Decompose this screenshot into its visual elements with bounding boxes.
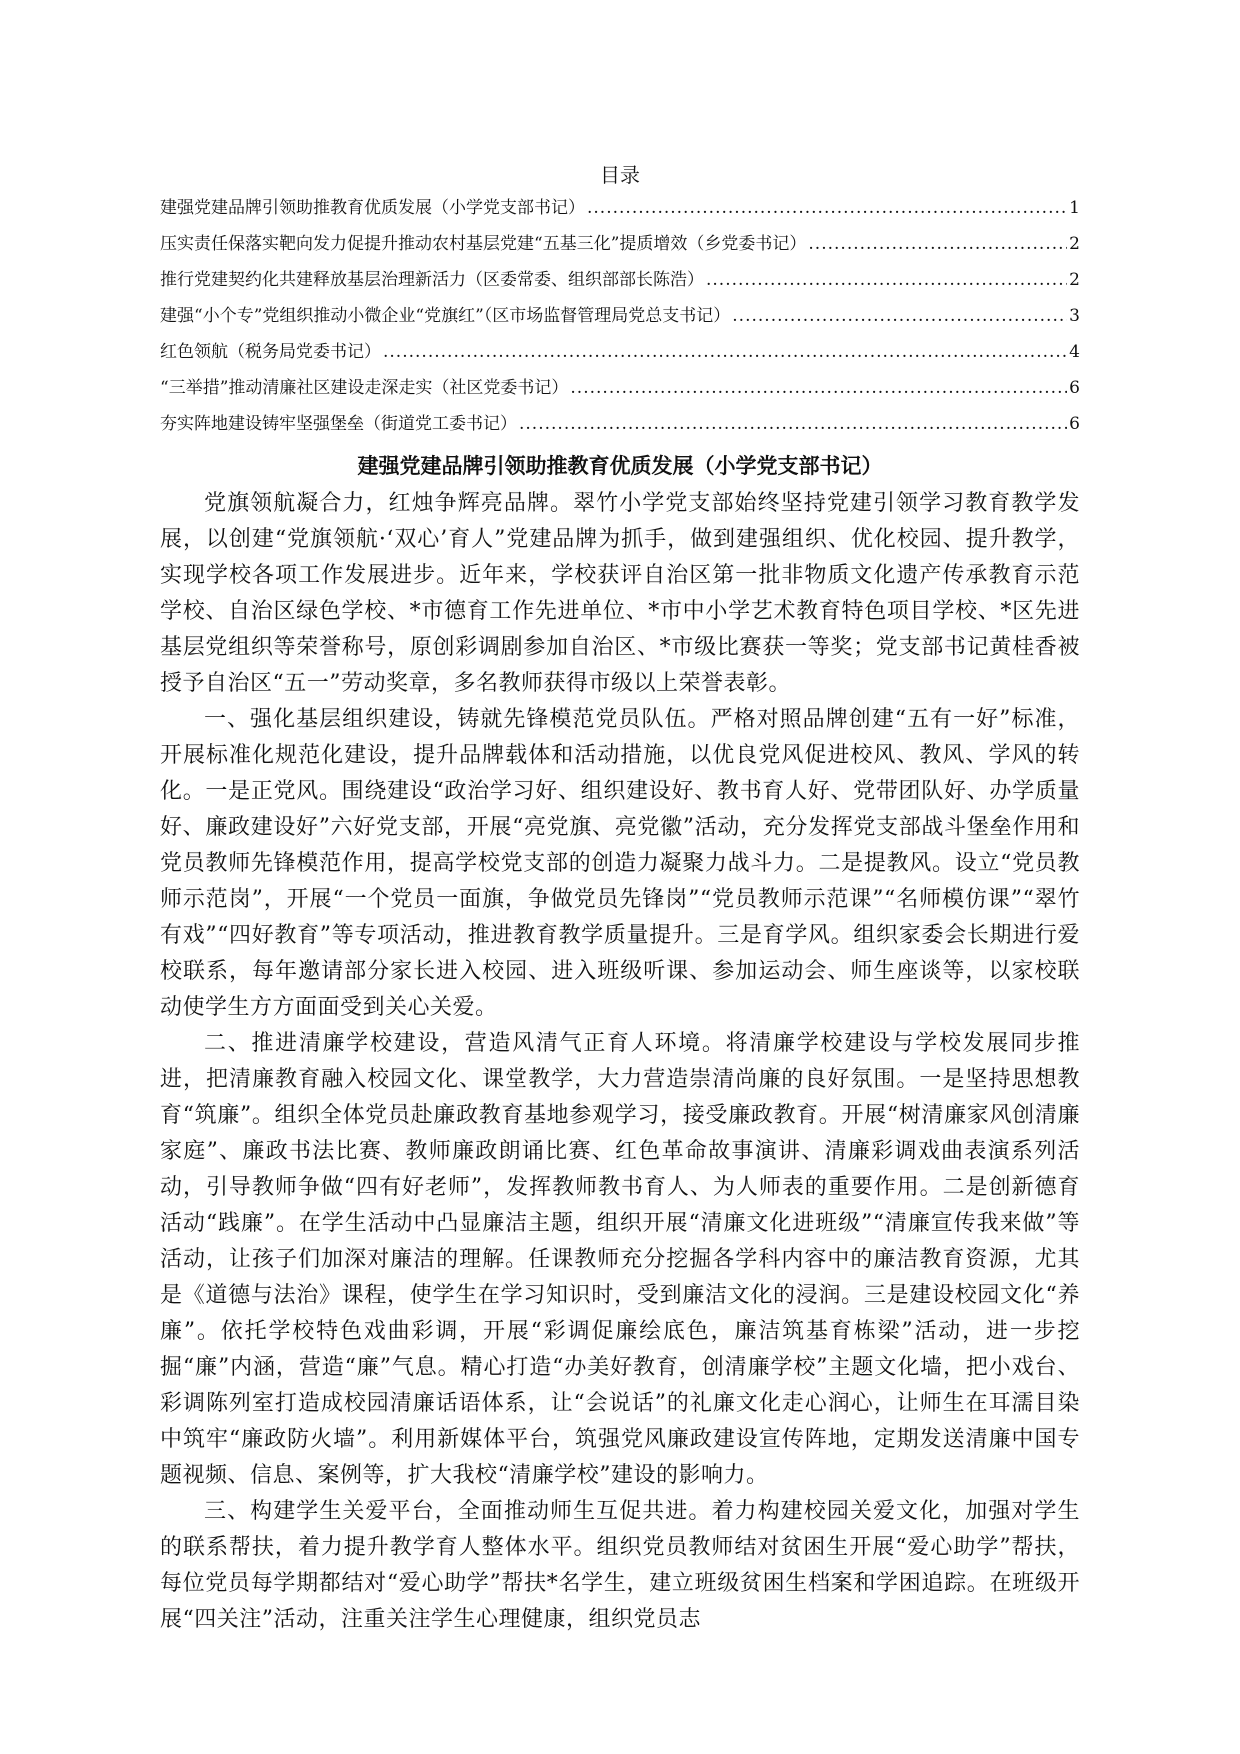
toc-item[interactable]: [160, 226, 1080, 262]
toc-item-page: 3: [1069, 306, 1080, 326]
article-paragraph: 党旗领航凝合力，红烛争辉亮品牌。翠竹小学党支部始终坚持党建引领学习教育教学发展，以创建“党旗领航·‘双心’育人”党建品牌为抓手，做到建强组织、优化校园、提升教学，实现学校各项工作发展进步。近年来，学校获评自治区第一批非物质文化遗产传承教育示范学校、自治区绿色学校、*市德育工作先进单位、*市中小学艺术教育特色项目学校、*区先进基层党组织等荣誉称号，原创彩调剧参加自治区、*市级比赛获一等奖；党支部书记黄桂香被授予自治区“五一”劳动奖章，多名教师获得市级以上荣誉表彰。: [160, 491, 1080, 696]
toc-item-text: 建强党建品牌引领助推教育优质发展（小学党支部书记）: [160, 198, 585, 218]
toc-leader-dots: [732, 298, 1067, 334]
toc-title: 目录: [600, 163, 640, 187]
toc-item-text: 红色领航（税务局党委书记）: [160, 342, 381, 362]
toc-item[interactable]: [160, 406, 1080, 442]
toc-item-page: 2: [1069, 270, 1080, 290]
toc-list: [160, 190, 1080, 442]
toc-item-text: 压实责任保落实靶向发力促提升推动农村基层党建“五基三化”提质增效（乡党委书记）: [160, 234, 807, 254]
toc-item-text: 建强“小个专”党组织推动小微企业“党旗红”（区市场监督管理局党总支书记）: [160, 306, 731, 326]
toc-item-page: 1: [1069, 198, 1080, 218]
document-page: [160, 160, 1080, 1638]
toc-item[interactable]: [160, 262, 1080, 298]
article-paragraph: 一、强化基层组织建设，铸就先锋模范党员队伍。严格对照品牌创建“五有一好”标准，开展标准化规范化建设，提升品牌载体和活动措施，以优良党风促进校风、教风、学风的转化。一是正党风。围绕建设“政治学习好、组织建设好、教书育人好、党带团队好、办学质量好、廉政建设好”六好党支部，开展“亮党旗、亮党徽”活动，充分发挥党支部战斗堡垒作用和党员教师先锋模范作用，提高学校党支部的创造力凝聚力战斗力。二是提教风。设立“党员教师示范岗”，开展“一个党员一面旗，争做党员先锋岗”“党员教师示范课”“名师模仿课”“翠竹有戏”“四好教育”等专项活动，推进教育教学质量提升。三是育学风。组织家委会长期进行爱校联系，每年邀请部分家长进入校园、进入班级听课、参加运动会、师生座谈等，以家校联动使学生方方面面受到关心关爱。: [160, 707, 1080, 1020]
toc-leader-dots: [706, 262, 1067, 298]
toc-item-text: 夯实阵地建设铸牢坚强堡垒（街道党工委书记）: [160, 414, 517, 434]
toc-item-page: 6: [1069, 378, 1080, 398]
toc-leader-dots: [587, 190, 1067, 226]
toc-item-page: 2: [1069, 234, 1080, 254]
toc-item[interactable]: [160, 334, 1080, 370]
toc-leader-dots: [808, 226, 1067, 262]
article-paragraph: 三、构建学生关爱平台，全面推动师生互促共进。着力构建校园关爱文化，加强对学生的联系帮扶，着力提升教学育人整体水平。组织党员教师结对贫困生开展“爱心助学”帮扶，每位党员每学期都结对“爱心助学”帮扶*名学生，建立班级贫困生档案和学困追踪。在班级开展“四关注”活动，注重关注学生心理健康，组织党员志: [160, 1499, 1080, 1632]
toc-item[interactable]: [160, 190, 1080, 226]
toc-item-text: “三举措”推动清廉社区建设走深走实（社区党委书记）: [160, 378, 569, 398]
article-paragraph: 二、推进清廉学校建设，营造风清气正育人环境。将清廉学校建设与学校发展同步推进，把清廉教育融入校园文化、课堂教学，大力营造崇清尚廉的良好氛围。一是坚持思想教育“筑廉”。组织全体党员赴廉政教育基地参观学习，接受廉政教育。开展“树清廉家风创清廉家庭”、廉政书法比赛、教师廉政朗诵比赛、红色革命故事演讲、清廉彩调戏曲表演系列活动，引导教师争做“四有好老师”，发挥教师教书育人、为人师表的重要作用。二是创新德育活动“践廉”。在学生活动中凸显廉洁主题，组织开展“清廉文化进班级”“清廉宣传我来做”等活动，让孩子们加深对廉洁的理解。任课教师充分挖掘各学科内容中的廉洁教育资源，尤其是《道德与法治》课程，使学生在学习知识时，受到廉洁文化的浸润。三是建设校园文化“养廉”。依托学校特色戏曲彩调，开展“彩调促廉绘底色，廉洁筑基育栋梁”活动，进一步挖掘“廉”内涵，营造“廉”气息。精心打造“办美好教育，创清廉学校”主题文化墙，把小戏台、彩调陈列室打造成校园清廉话语体系，让“会说话”的礼廉文化走心润心，让师生在耳濡目染中筑牢“廉政防火墙”。利用新媒体平台，筑强党风廉政建设宣传阵地，定期发送清廉中国专题视频、信息、案例等，扩大我校“清廉学校”建设的影响力。: [160, 1031, 1080, 1488]
article-title: 建强党建品牌引领助推教育优质发展（小学党支部书记）: [357, 453, 883, 478]
toc-item-page: 4: [1069, 342, 1080, 362]
toc-item-text: 推行党建契约化共建释放基层治理新活力（区委常委、组织部部长陈浩）: [160, 270, 704, 290]
toc-leader-dots: [383, 334, 1067, 370]
toc-item[interactable]: [160, 298, 1080, 334]
toc-leader-dots: [519, 406, 1067, 442]
toc-item-page: 6: [1069, 414, 1080, 434]
toc-leader-dots: [570, 370, 1067, 406]
toc-item[interactable]: [160, 370, 1080, 406]
